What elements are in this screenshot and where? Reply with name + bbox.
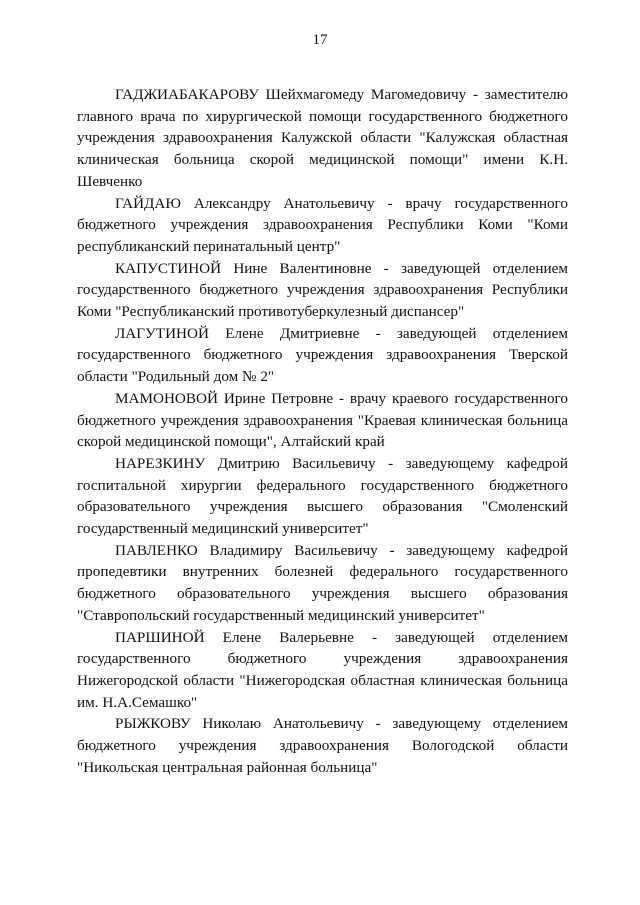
award-entry-mamonova: МАМОНОВОЙ Ирине Петровне - врачу краевого государственного бюджетного учреждения здравоохранения "Краевая клиническая больница скорой медицинской помощи", Алтайский край <box>77 389 568 451</box>
award-entry-ryzhkov: РЫЖКОВУ Николаю Анатольевичу - заведующему отделением бюджетного учреждения здравоохранения Вологодской области "Никольская центральная районная больница" <box>77 715 568 776</box>
award-entry-lagutina: ЛАГУТИНОЙ Елене Дмитриевне - заведующей отделением государственного бюджетного учреждения здравоохранения Тверской области "Родильный дом № 2" <box>77 324 568 386</box>
award-entry-gadzhiabakarov: ГАДЖИАБАКАРОВУ Шейхмагомеду Магомедовичу - заместителю главного врача по хирургической помощи государственного бюджетного учреждения здравоохранения Калужской области "Калужская областная клиническая больница скорой медицинской помощи" имени К.Н. Шевченко <box>77 86 568 190</box>
award-entry-narezkin: НАРЕЗКИНУ Дмитрию Васильевичу - заведующему кафедрой госпитальной хирургии федерального государственного бюджетного образовательного учреждения высшего образования "Смоленский государственный медицинский университет" <box>77 454 568 538</box>
award-list <box>77 84 568 779</box>
award-entry-kapustina: КАПУСТИНОЙ Нине Валентиновне - заведующей отделением государственного бюджетного учреждения здравоохранения Республики Коми "Республиканский противотуберкулезный диспансер" <box>77 259 568 321</box>
award-entry-parshina: ПАРШИНОЙ Елене Валерьевне - заведующей отделением государственного бюджетного учреждения здравоохранения Нижегородской области "Нижегородская областная клиническая больница им. Н.А.Семашко" <box>77 628 568 711</box>
page-number: 17 <box>312 32 328 48</box>
award-entry-gaydai: ГАЙДАЮ Александру Анатольевичу - врачу государственного бюджетного учреждения здравоохранения Республики Коми "Коми республиканский перинатальный центр" <box>77 194 568 255</box>
award-entry-pavlenko: ПАВЛЕНКО Владимиру Васильевичу - заведующему кафедрой пропедевтики внутренних болезней федерального государственного бюджетного образовательного учреждения высшего образования "Ставропольский государственный медицинский университет" <box>77 541 568 624</box>
